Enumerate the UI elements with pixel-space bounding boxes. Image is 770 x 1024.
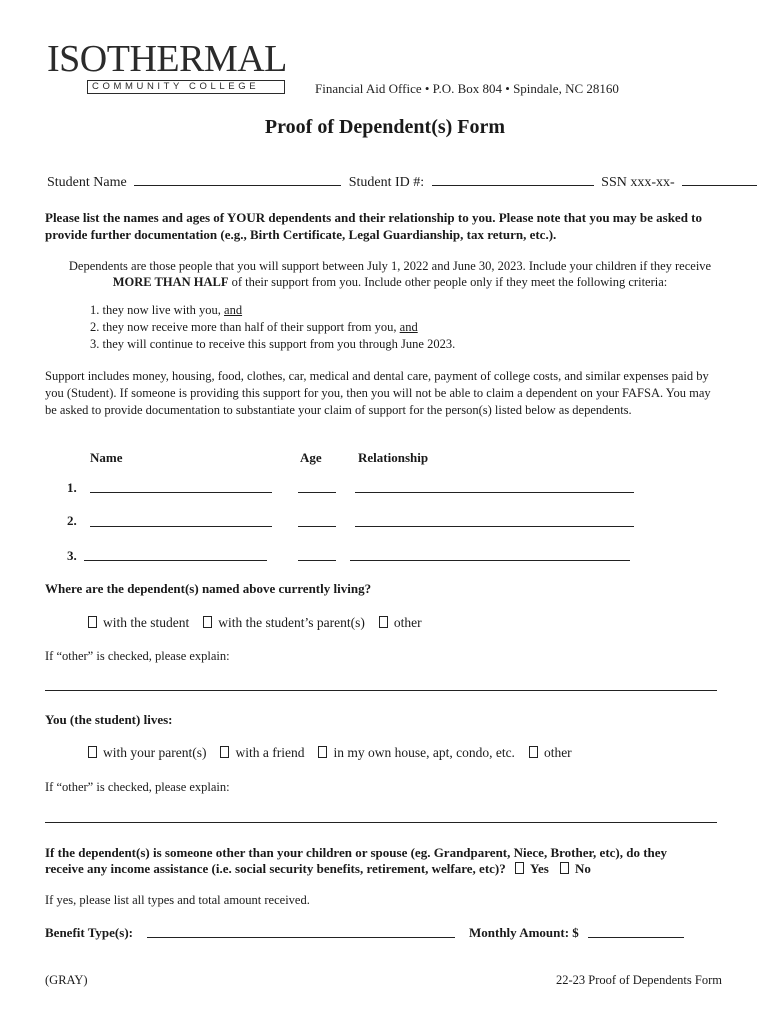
page-title: Proof of Dependent(s) Form — [264, 116, 506, 138]
option-label: in my own house, apt, condo, etc. — [333, 745, 515, 760]
row-number: 2. — [67, 513, 77, 528]
criteria-item — [90, 337, 455, 352]
logo-subtitle: COMMUNITY COLLEGE — [92, 81, 260, 92]
student-name-field[interactable] — [134, 175, 341, 186]
checkbox[interactable] — [379, 616, 388, 628]
checkbox[interactable] — [318, 746, 327, 758]
instructions: Please list the names and ages of YOUR dependents and their relationship to you. Please note that you may be asked to provide further documentation (e.g., Birth Certificate, Legal Guardianship, tax return, etc.). — [45, 210, 703, 242]
living-explain-label: If “other” is checked, please explain: — [45, 649, 230, 663]
income-question-text: receive any income assistance (i.e. social security benefits, retirement, welfare, etc)? — [45, 861, 506, 876]
income-no-option[interactable] — [560, 861, 591, 876]
student-lives-options — [88, 744, 582, 762]
checkbox[interactable] — [88, 746, 97, 758]
criteria-text: 3. they will continue to receive this support from you through June 2023. — [90, 337, 456, 351]
income-question-line2 — [45, 861, 591, 877]
living-option[interactable] — [88, 615, 189, 631]
dependent-relationship-field[interactable] — [355, 492, 634, 493]
option-label: with the student — [103, 615, 190, 630]
lives-option[interactable] — [88, 745, 206, 761]
option-label: with a friend — [235, 745, 305, 760]
dependent-age-field[interactable] — [298, 560, 336, 561]
student-fields-row — [47, 175, 757, 191]
definition-text-2: of their support from you. Include other people only if they meet the following criteria: — [228, 275, 668, 289]
row-number: 3. — [67, 548, 77, 563]
income-question-line1: If the dependent(s) is someone other than your children or spouse (eg. Grandparent, Niece, Brother, etc), do they — [45, 845, 668, 860]
definition-text-1: Dependents are those people that you will support between July 1, 2022 and June 30, 2023. Include your children if they receive — [68, 259, 712, 273]
checkbox[interactable] — [203, 616, 212, 628]
lives-option[interactable] — [220, 745, 304, 761]
monthly-amount-field[interactable] — [588, 937, 684, 938]
criteria-text: 1. they now live with you, — [90, 303, 225, 317]
option-label: Yes — [530, 861, 549, 876]
student-id-label: Student ID #: — [348, 175, 425, 190]
student-id-field[interactable] — [432, 175, 594, 186]
dependent-name-field[interactable] — [90, 492, 272, 493]
column-header-name: Name — [90, 450, 123, 465]
option-label: with your parent(s) — [103, 745, 207, 760]
column-header-age: Age — [300, 450, 322, 465]
benefit-type-field[interactable] — [147, 937, 455, 938]
dependent-name-field[interactable] — [90, 526, 272, 527]
college-logo: ISOTHERMAL — [47, 38, 287, 80]
lives-option[interactable] — [529, 745, 572, 761]
lives-option[interactable] — [318, 745, 514, 761]
checkbox[interactable] — [560, 862, 569, 874]
criteria-item — [90, 320, 418, 335]
living-question: Where are the dependent(s) named above currently living? — [45, 581, 372, 596]
student-lives-question: You (the student) lives: — [45, 712, 173, 727]
criteria-item — [90, 303, 242, 318]
living-option[interactable] — [203, 615, 365, 631]
criteria-text: 2. they now receive more than half of their support from you, — [90, 320, 400, 334]
option-label: other — [543, 745, 572, 760]
row-number: 1. — [67, 480, 77, 495]
ssn-field[interactable] — [682, 175, 757, 186]
monthly-amount-label: Monthly Amount: $ — [469, 925, 579, 940]
living-explain-field[interactable] — [45, 690, 717, 691]
dependent-definition — [60, 258, 720, 290]
checkbox[interactable] — [88, 616, 97, 628]
column-header-relationship: Relationship — [358, 450, 429, 465]
dependent-age-field[interactable] — [298, 526, 336, 527]
lives-explain-field[interactable] — [45, 822, 717, 823]
footer-left: (GRAY) — [45, 973, 88, 987]
lives-explain-label: If “other” is checked, please explain: — [45, 780, 230, 794]
checkbox[interactable] — [529, 746, 538, 758]
student-name-label: Student Name — [47, 175, 127, 190]
criteria-connector: and — [399, 320, 418, 334]
criteria-connector: and — [224, 303, 243, 317]
dependent-name-field[interactable] — [84, 560, 267, 561]
income-yes-option[interactable] — [515, 861, 549, 876]
living-option[interactable] — [379, 615, 422, 631]
dependent-relationship-field[interactable] — [355, 526, 634, 527]
option-label: with the student’s parent(s) — [218, 615, 365, 630]
income-followup: If yes, please list all types and total amount received. — [45, 893, 310, 907]
support-paragraph: Support includes money, housing, food, clothes, car, medical and dental care, payment of college costs, and similar expenses paid by you (Student). If someone is providing this support for you, then you will not be able to claim a dependent on your FAFSA. You may be asked to provide documentation to substantiate your claim of support for the person(s) listed below as dependents. — [45, 369, 711, 417]
definition-emphasis: MORE THAN HALF — [112, 275, 229, 289]
benefit-type-label: Benefit Type(s): — [45, 925, 133, 940]
checkbox[interactable] — [220, 746, 229, 758]
dependent-age-field[interactable] — [298, 492, 336, 493]
office-address: Financial Aid Office • P.O. Box 804 • Spindale, NC 28160 — [315, 81, 619, 96]
option-label: No — [575, 861, 591, 876]
ssn-label: SSN xxx-xx- — [601, 175, 675, 190]
dependent-relationship-field[interactable] — [350, 560, 630, 561]
footer-right: 22-23 Proof of Dependents Form — [556, 973, 722, 987]
option-label: other — [393, 615, 422, 630]
checkbox[interactable] — [515, 862, 524, 874]
living-options — [88, 614, 432, 632]
